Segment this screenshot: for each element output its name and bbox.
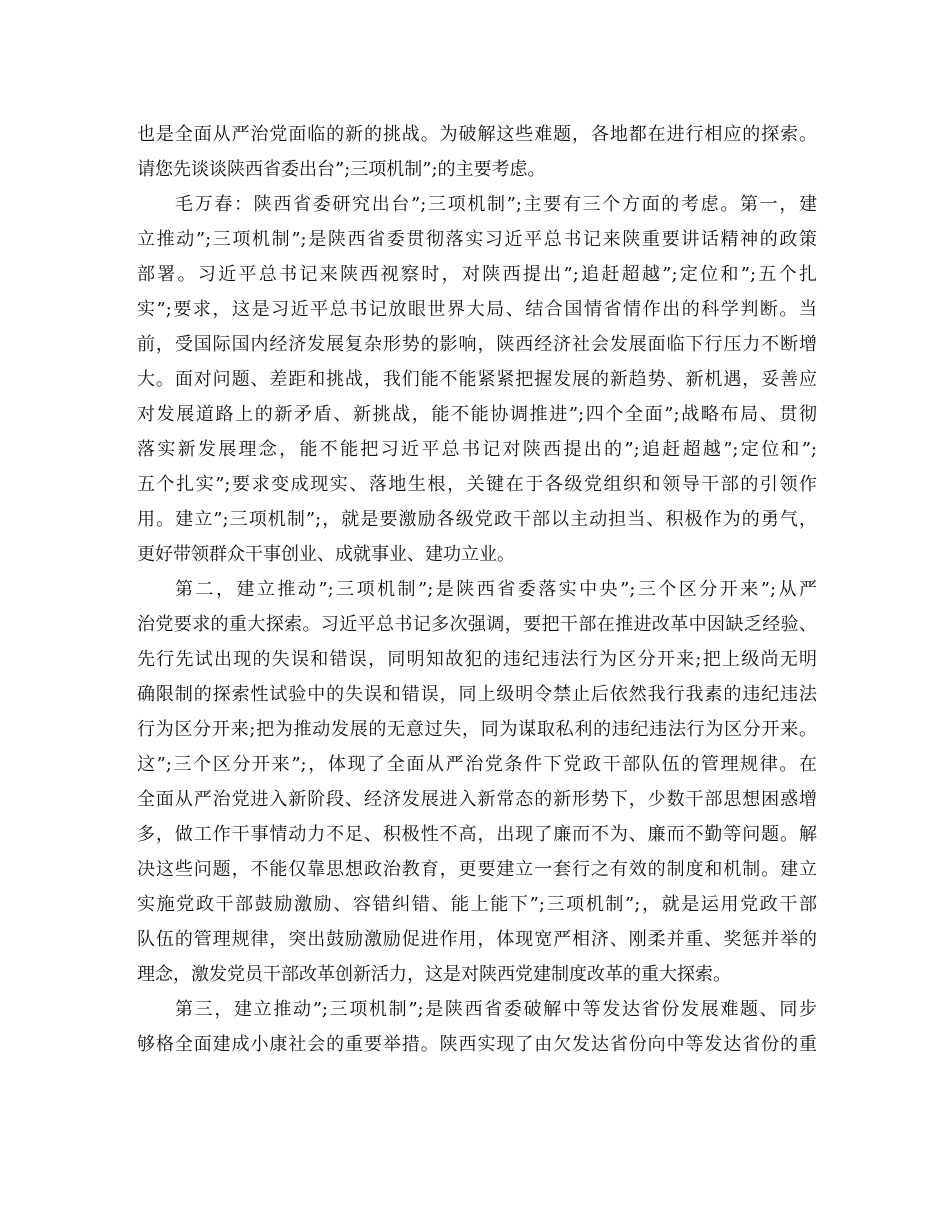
text-line: 决这些问题，不能仅靠思想政治教育，更要建立一套行之有效的制度和机制。建立 xyxy=(137,859,817,880)
text-line: 这”;三个区分开来”;，体现了全面从严治党条件下党政干部队伍的管理规律。在 xyxy=(137,754,817,775)
text-line: 立推动”;三项机制”;是陕西省委贯彻落实习近平总书记来陕重要讲话精神的政策 xyxy=(137,229,817,250)
text-line: 先行先试出现的失误和错误，同明知故犯的违纪违法行为区分开来;把上级尚无明 xyxy=(137,649,817,670)
text-line: 更好带领群众干事创业、成就事业、建功立业。 xyxy=(137,544,515,565)
text-line: 部署。习近平总书记来陕西视察时，对陕西提出”;追赶超越”;定位和”;五个扎 xyxy=(137,264,817,285)
text-line: 实施党政干部鼓励激励、容错纠错、能上能下”;三项机制”;，就是运用党政干部 xyxy=(137,894,817,915)
text-line: 前，受国际国内经济发展复杂形势的影响，陕西经济社会发展面临下行压力不断增 xyxy=(137,334,817,355)
text-line: 请您先谈谈陕西省委出台”;三项机制”;的主要考虑。 xyxy=(137,159,546,180)
text-line: 用。建立”;三项机制”;，就是要激励各级党政干部以主动担当、积极作为的勇气， xyxy=(137,509,817,530)
text-line: 落实新发展理念，能不能把习近平总书记对陕西提出的”;追赶超越”;定位和”; xyxy=(137,439,817,460)
text-line: 多，做工作干事情动力不足、积极性不高，出现了廉而不为、廉而不勤等问题。解 xyxy=(137,824,817,845)
text-line: 行为区分开来;把为推动发展的无意过失，同为谋取私利的违纪违法行为区分开来。 xyxy=(137,719,817,740)
text-line: 也是全面从严治党面临的新的挑战。为破解这些难题，各地都在进行相应的探索。 xyxy=(137,124,817,145)
text-line: 大。面对问题、差距和挑战，我们能不能紧紧把握发展的新趋势、新机遇，妥善应 xyxy=(137,369,817,390)
text-line: 第二，建立推动”;三项机制”;是陕西省委落实中央”;三个区分开来”;从严 xyxy=(175,579,817,600)
text-line: 对发展道路上的新矛盾、新挑战，能不能协调推进”;四个全面”;战略布局、贯彻 xyxy=(137,404,817,425)
text-line: 理念，激发党员干部改革创新活力，这是对陕西党建制度改革的重大探索。 xyxy=(137,964,731,985)
text-line: 毛万春：陕西省委研究出台”;三项机制”;主要有三个方面的考虑。第一，建 xyxy=(175,194,817,215)
text-line: 队伍的管理规律，突出鼓励激励促进作用，体现宽严相济、刚柔并重、奖惩并举的 xyxy=(137,929,817,950)
text-line: 五个扎实”;要求变成现实、落地生根，关键在于各级党组织和领导干部的引领作 xyxy=(137,474,817,495)
document-body xyxy=(137,117,817,1062)
text-line: 第三，建立推动”;三项机制”;是陕西省委破解中等发达省份发展难题、同步 xyxy=(175,999,817,1020)
text-line: 确限制的探索性试验中的失误和错误，同上级明令禁止后依然我行我素的违纪违法 xyxy=(137,684,817,705)
text-line: 全面从严治党进入新阶段、经济发展进入新常态的新形势下，少数干部思想困惑增 xyxy=(137,789,817,810)
text-line: 实”;要求，这是习近平总书记放眼世界大局、结合国情省情作出的科学判断。当 xyxy=(137,299,817,320)
text-line: 治党要求的重大探索。习近平总书记多次强调，要把干部在推进改革中因缺乏经验、 xyxy=(137,614,817,635)
text-line: 够格全面建成小康社会的重要举措。陕西实现了由欠发达省份向中等发达省份的重 xyxy=(137,1034,817,1055)
